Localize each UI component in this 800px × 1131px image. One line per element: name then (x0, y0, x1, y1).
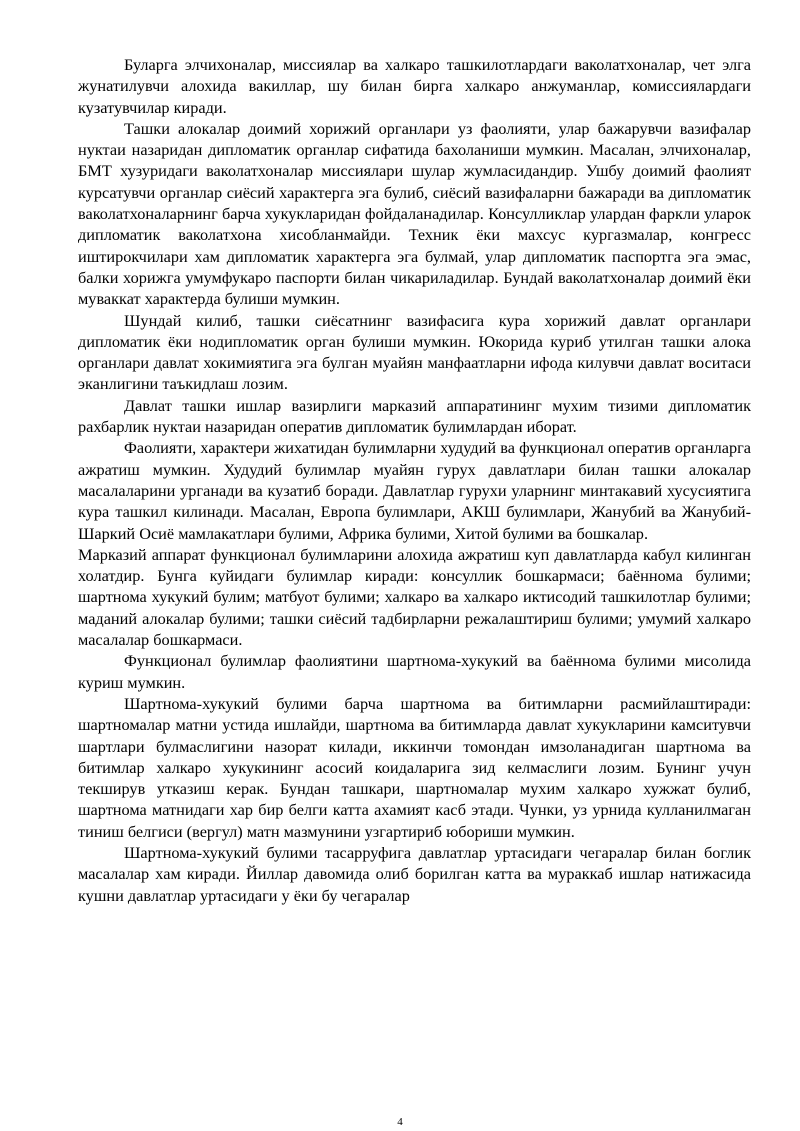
paragraph: Шартнома-хукукий булими тасарруфига давлатлар уртасидаги чегаралар билан боглик масалалар хам киради. Йиллар давомида олиб борилган катта ва мураккаб ишлар натижасида кушни давлатлар уртасидаги у ёки бу чегаралар (78, 842, 751, 905)
paragraph: Функционал булимлар фаолиятини шартнома-хукукий ва баённома булими мисолида куриш мумкин. (78, 651, 751, 692)
paragraph: Фаолияти, характери жихатидан булимларни худудий ва функционал оператив органларга ажратиш мумкин. Худудий булимлар муайян гурух давлатлари билан ташки алокалар масалаларини урганади ва кузатиб боради. Давлатлар гурухи уларнинг минтакавий хусусиятига кура ташкил килинади. Масалан, Европа булимлари, АКШ булимлари, Жанубий ва Жанубий-Шаркий Осиё мамлакатлари булими, Африка булими, Хитой булими ва бошкалар. (78, 438, 751, 543)
paragraph: Буларга элчихоналар, миссиялар ва халкаро ташкилотлардаги ваколатхоналар, чет элга жунатилувчи алохида вакиллар, шу билан бирга халкаро анжуманлар, комиссиялардаги кузатувчилар киради. (78, 55, 751, 117)
document-body (78, 54, 751, 906)
paragraph: Марказий аппарат функционал булимларини алохида ажратиш куп давлатларда кабул килинган холатдир. Бунга куйидаги булимлар киради: консуллик бошкармаси; баённома булими; шартнома хукукий булим; матбуот булими; халкаро ва халкаро иктисодий ташкилотлар булими; маданий алокалар булими; ташки сиёсий тадбирларни режалаштириш булими; умумий халкаро масалалар бошкармаси. (78, 544, 751, 650)
paragraph: Давлат ташки ишлар вазирлиги марказий аппаратининг мухим тизими дипломатик рахбарлик нуктаи назаридан оператив дипломатик булимлардан иборат. (78, 395, 751, 437)
paragraph: Шундай килиб, ташки сиёсатнинг вазифасига кура хорижий давлат органлари дипломатик ёки нодипломатик орган булиши мумкин. Юкорида куриб утилган ташки алока органлари давлат хокимиятига эга булган муайян манфаатларни ифода килувчи давлат воситаси эканлигини таъкидлаш лозим. (78, 310, 751, 394)
paragraph: Ташки алокалар доимий хорижий органлари уз фаолияти, улар бажарувчи вазифалар нуктаи назаридан дипломатик органлар сифатида бахоланиши мумкин. Масалан, элчихоналар, БМТ хузуридаги ваколатхоналар миссиялари шулар жумласидандир. Ушбу доимий фаолият курсатувчи органлар сиёсий характерга эга булиб, сиёсий вазифаларни бажаради ва дипломатик ваколатхоналарнинг барча хукукларидан фойдаланадилар. Консулликлар улардан фаркли уларок дипломатик ваколатхона хисобланмайди. Техник ёки махсус кургазмалар, конгресс иштирокчилари хам дипломатик характерга эга булмай, улар дипломатик паспортга эга эмас, балки хорижга умумфукаро паспорти билан чикариладилар. Бундай ваколатхоналар доимий ёки муваккат характерда булиши мумкин. (78, 118, 751, 309)
paragraph: Шартнома-хукукий булими барча шартнома ва битимларни расмийлаштиради: шартномалар матни устида ишлайди, шартнома ва битимларда давлат хукукларини камситувчи шартлари булмаслигини назорат килади, иккинчи томондан имзоланадиган шартнома ва битимлар халкаро хукукининг асосий коидаларига зид келмаслиги лозим. Бунинг учун текширув утказиш керак. Бундан ташкари, шартномалар мухим халкаро хужжат булиб, шартнома матнидаги хар бир белги катта ахамият касб этади. Чунки, уз урнида кулланилмаган тиниш белгиси (вергул) матн мазмунини узгартириб юбориши мумкин. (78, 693, 751, 841)
page-number: 4 (397, 1116, 403, 1128)
